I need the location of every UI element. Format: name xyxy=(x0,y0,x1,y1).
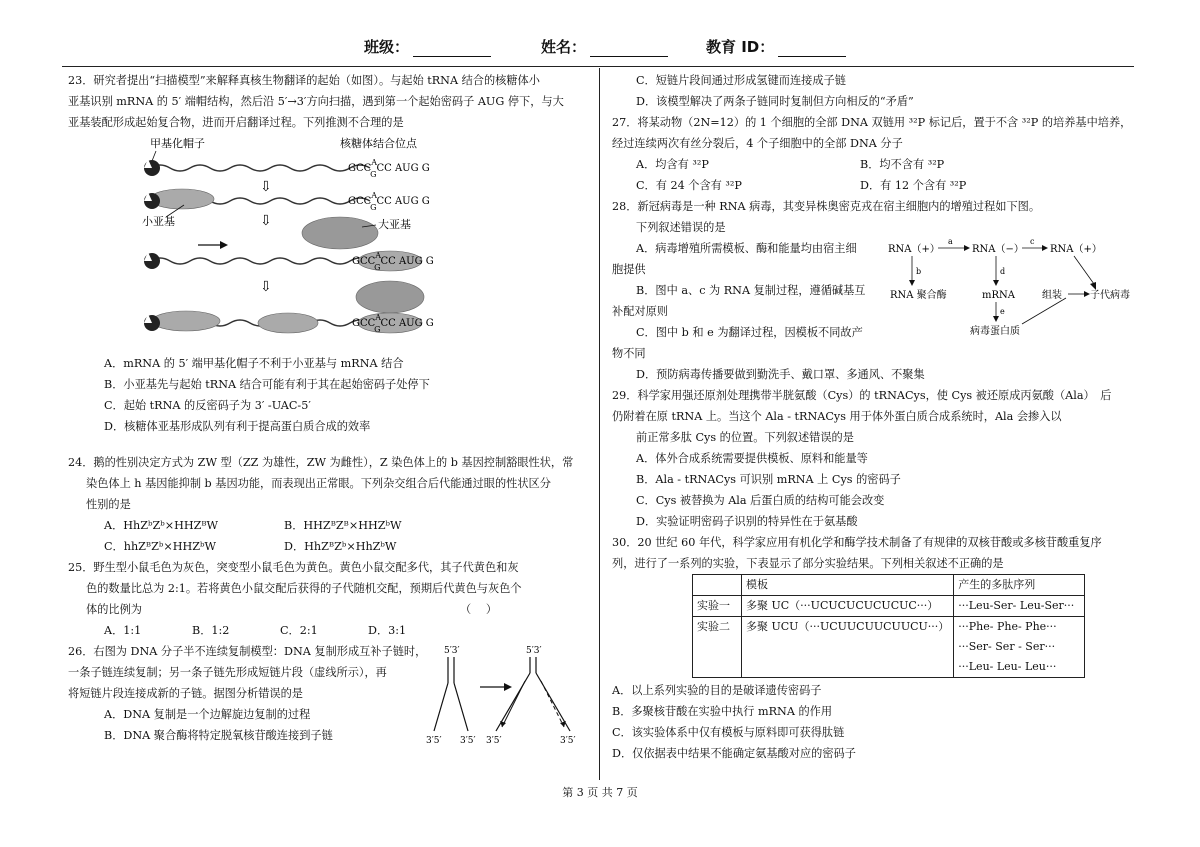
id-field: 教育 ID： xyxy=(706,36,846,57)
q29-option-a[interactable]: A．体外合成系统需要提供模板、原料和能量等 xyxy=(636,452,868,465)
question-25: 25．野生型小鼠毛色为灰色，突变型小鼠毛色为黄色。黄色小鼠交配多代，其子代黄色和灰 色的数量比总为 2:1。若将黄色小鼠交配后获得的子代随机交配，预期后代黄色与灰色个 体的比例为 （ ） A．1:1 B．1:2 C．2:1 D．3:1 xyxy=(86,557,591,641)
page-number: 第 3 页 共 7 页 xyxy=(562,786,638,799)
class-field: 班级： xyxy=(364,36,491,57)
q23-option-c[interactable]: C．起始 tRNA 的反密码子为 3′ -UAC-5′ xyxy=(104,399,311,412)
table-row: 实验二 多聚 UCU（···UCUUCUUCUUCU···） ···Phe- Phe- Phe··· ···Ser- Ser - Ser··· ···Leu- Leu- Leu··· xyxy=(693,617,1085,678)
scan-arrow-icon xyxy=(220,241,228,249)
q25-option-d[interactable]: D．3:1 xyxy=(368,624,407,637)
q24-option-c[interactable]: C．hhZᴮZᵇ×HHZᵇW xyxy=(104,540,216,553)
page-header xyxy=(0,36,1200,58)
svg-text:5′3′: 5′3′ xyxy=(526,646,542,656)
svg-text:5′3′: 5′3′ xyxy=(444,646,460,656)
question-27: 27．将某动物（2N=12）的 1 个细胞的全部 DNA 双链用 ³²P 标记后，置于不含 ³²P 的培养基中培养， 经过连续两次有丝分裂后，4 个子细胞中的全部 DNA 分子 A．均含有 ³²P B．均不含有 ³²P C．有 24 个含有 ³²P D．有 12 个含有 ³²P xyxy=(612,112,1134,196)
large-subunit-shape xyxy=(302,217,378,249)
arrow-right-icon xyxy=(504,683,512,691)
q26-option-d[interactable]: D．该模型解决了两条子链同时复制但方向相反的“矛盾” xyxy=(636,95,914,108)
svg-text:RNA（+）: RNA（+） xyxy=(1050,244,1102,255)
svg-text:3′5′: 3′5′ xyxy=(426,736,442,746)
virus-replication-diagram xyxy=(884,234,1144,338)
question-29: 29．科学家用强还原剂处理携带半胱氨酸（Cys）的 tRNACys，使 Cys 被还原成丙氨酸（Ala） 后 仍附着在原 tRNA 上。当这个 Ala - tRNACys 用于体外蛋白质合成系统时，Ala 会掺入以 前正常多肽 Cys 的位置。下列叙述错误的是 A．体外合成系统需要提供模板、原料和能量等 B．Ala - tRNACys 可识别 mRNA 上 Cys 的密码子 C．Cys 被替换为 Ala 后蛋白质的结构可能会改变 D．实验证明密码子识别的特异性在于氨基酸 xyxy=(612,385,1134,532)
small-subunit-label: 小亚基 xyxy=(142,215,175,228)
header-rule xyxy=(62,66,1134,67)
q27-option-a[interactable]: A．均含有 ³²P xyxy=(636,158,709,171)
q29-option-c[interactable]: C．Cys 被替换为 Ala 后蛋白质的结构可能会改变 xyxy=(636,494,885,507)
question-30: 30．20 世纪 60 年代，科学家应用有机化学和酶学技术制备了有规律的双核苷酸或多核苷酸重复序 列，进行了一系列的实验，下表显示了部分实验结果。下列相关叙述不正确的是 模板 产生的多肽序列 实验一 多聚 UC（···UCUCUCUCUCUC···） ···Leu-Ser- Leu-Ser··· 实验二 多聚 UCU（···UCUUCUUCUUCU···） ···Phe- Phe- Phe··· ···Ser- Ser - Ser··· ···Leu- Leu- Leu··· A．以上系列实验的目的是破译遗传密码子 B．多聚核苷酸在实验中执行 mRNA 的作用 C．该实验体系中仅有模板与原料即可获得肽链 D．仅依据表中结果不能确定氨基酸对应的密码子 xyxy=(612,532,1134,764)
svg-text:RNA（+）: RNA（+） xyxy=(888,244,940,255)
svg-text:b: b xyxy=(916,267,922,276)
q27-option-b[interactable]: B．均不含有 ³²P xyxy=(860,158,945,171)
svg-text:d: d xyxy=(1000,267,1006,276)
q30-stem: 30．20 世纪 60 年代，科学家应用有机化学和酶学技术制备了有规律的双核苷酸或多核苷酸重复序 xyxy=(612,536,1102,549)
q28-option-a[interactable]: A．病毒增殖所需模板、酶和能量均由宿主细 xyxy=(636,242,857,255)
right-column xyxy=(612,70,1134,764)
q23-option-a[interactable]: A．mRNA 的 5′ 端甲基化帽子不利于小亚基与 mRNA 结合 xyxy=(104,357,404,370)
svg-text:3′5′: 3′5′ xyxy=(486,736,502,746)
q24-option-b[interactable]: B．HHZᴮZᴮ×HHZᵇW xyxy=(284,519,402,532)
svg-text:GCCAGCC AUG G: $GCC^A$ GCC AUG G xyxy=(352,251,434,272)
svg-text:⇩: ⇩ xyxy=(260,213,272,229)
q30-option-d[interactable]: D．仅依据表中结果不能确定氨基酸对应的密码子 xyxy=(612,747,856,760)
fig-cap-label: 甲基化帽子 xyxy=(150,137,205,150)
table-row: 实验一 多聚 UC（···UCUCUCUCUCUC···） ···Leu-Ser- Leu-Ser··· xyxy=(693,596,1085,617)
class-blank[interactable] xyxy=(413,40,491,57)
fig-site-label: 核糖体结合位点 xyxy=(340,137,417,150)
answer-paren[interactable]: （ ） xyxy=(459,603,498,616)
left-column xyxy=(68,70,591,746)
svg-text:GCCAGCC AUG G: $GCC^A$ GCC AUG G xyxy=(348,191,430,212)
q23-option-b[interactable]: B．小亚基先与起始 tRNA 结合可能有利于其在起始密码子处停下 xyxy=(104,378,430,391)
q26-option-c[interactable]: C．短链片段间通过形成氢键而连接成子链 xyxy=(636,74,846,87)
q24-option-d[interactable]: D．HhZᴮZᵇ×HhZᵇW xyxy=(284,540,397,553)
q26-option-b[interactable]: B．DNA 聚合酶将特定脱氧核苷酸连接到子链 xyxy=(104,729,333,742)
question-26: 26．右图为 DNA 分子半不连续复制模型：DNA 复制形成互补子链时， 一条子链连续复制；另一条子链先形成短链片段（虚线所示），再 将短链片段连接成新的子链。据图分析错误的是 A．DNA 复制是一个边解旋边复制的过程 B．DNA 聚合酶将特定脱氧核苷酸连接到子链 5′3′ 3′5′ 3′5′ 5′3′ 3′5′ 3′5′ xyxy=(86,641,591,746)
q28-stem: 28．新冠病毒是一种 RNA 病毒，其变异株奥密克戎在宿主细胞内的增殖过程如下图。 xyxy=(612,200,1041,213)
down-arrow-icon: ⇩ xyxy=(260,179,272,195)
column-divider xyxy=(599,68,600,780)
q25-option-a[interactable]: A．1:1 xyxy=(104,624,142,637)
q23-option-d[interactable]: D．核糖体亚基形成队列有利于提高蛋白质合成的效率 xyxy=(104,420,371,433)
q28-option-c[interactable]: C．图中 b 和 e 为翻译过程，因模板不同故产 xyxy=(636,326,863,339)
svg-text:c: c xyxy=(1030,237,1035,246)
fig-seq-row1: $GCC^A$ GCC AUG G xyxy=(348,158,430,179)
id-blank[interactable] xyxy=(778,40,846,57)
name-blank[interactable] xyxy=(590,40,668,57)
q30-option-b[interactable]: B．多聚核苷酸在实验中执行 mRNA 的作用 xyxy=(612,705,833,718)
q25-option-b[interactable]: B．1:2 xyxy=(192,624,230,637)
q27-option-c[interactable]: C．有 24 个含有 ³²P xyxy=(636,179,742,192)
question-28: 28．新冠病毒是一种 RNA 病毒，其变异株奥密克戎在宿主细胞内的增殖过程如下图。 下列叙述错误的是 A．病毒增殖所需模板、酶和能量均由宿主细 胞提供 B．图中 a、c 为 RNA 复制过程，遵循碱基互 补配对原则 C．图中 b 和 e 为翻译过程，因模板不同故产 物不同 D．预防病毒传播要做到勤洗手、戴口罩、多通风、不聚集 RNA（+） a RNA（−） c RNA（+） b RNA 聚合酶 d mRNA e 病毒蛋白质 组装 子代病毒 xyxy=(612,196,1134,385)
question-23: 23．研究者提出“扫描模型”来解释真核生物翻译的起始（如图）。与起始 tRNA 结合的核糖体小 亚基识别 mRNA 的 5′ 端帽结构，然后沿 5′→3′方向扫描，遇到第一个起始密码子 AUG 停下，与大 亚基装配形成起始复合物，进而开启翻译过程。下列推测不合理的是 甲基化帽子 核糖体结合位点 $GCC^A$ GCC AUG G ⇩ $GCC^A$ GCC AUG G 小亚基 ⇩ 大亚基 $GCC^A$ GCC AUG G ⇩ $GCC^A$ GCC AUG G A．mRNA 的 5′ 端甲基化帽子不利于小亚基与 mRNA 结合 B．小亚基先与起始 tRNA 结合可能有利于其在起始密码子处停下 C．起始 tRNA 的反密码子为 3′ -UAC-5′ D．核糖体亚基形成队列有利于提高蛋白质合成的效率 xyxy=(86,70,591,437)
q29-stem: 29．科学家用强还原剂处理携带半胱氨酸（Cys）的 tRNACys，使 Cys 被还原成丙氨酸（Ala） 后 xyxy=(612,389,1112,402)
scanning-model-figure xyxy=(140,135,460,347)
dna-replication-figure xyxy=(424,643,594,747)
name-field: 姓名： xyxy=(541,36,668,57)
svg-text:组装: 组装 xyxy=(1042,290,1062,301)
q25-option-c[interactable]: C．2:1 xyxy=(280,624,318,637)
q26-stem: 26．右图为 DNA 分子半不连续复制模型：DNA 复制形成互补子链时， xyxy=(68,645,427,658)
question-24: 24．鹅的性别决定方式为 ZW 型（ZZ 为雄性，ZW 为雌性），Z 染色体上的 b 基因控制豁眼性状，常 染色体上 h 基因能抑制 b 基因功能，而表现出正常眼。下列杂交组合后代能通过眼的性状区分 性别的是 A．HhZᵇZᵇ×HHZᴮW B．HHZᴮZᴮ×HHZᵇW C．hhZᴮZᵇ×HHZᵇW D．HhZᴮZᵇ×HhZᵇW xyxy=(86,452,591,557)
svg-text:子代病毒: 子代病毒 xyxy=(1090,290,1130,301)
q27-stem: 27．将某动物（2N=12）的 1 个细胞的全部 DNA 双链用 ³²P 标记后，置于不含 ³²P 的培养基中培养， xyxy=(612,116,1132,129)
svg-text:a: a xyxy=(948,237,953,246)
q30-option-a[interactable]: A．以上系列实验的目的是破译遗传密码子 xyxy=(612,684,822,697)
q24-option-a[interactable]: A．HhZᵇZᵇ×HHZᴮW xyxy=(104,519,219,532)
q29-option-b[interactable]: B．Ala - tRNACys 可识别 mRNA 上 Cys 的密码子 xyxy=(636,473,901,486)
svg-text:RNA（−）: RNA（−） xyxy=(972,244,1024,255)
q24-stem: 24．鹅的性别决定方式为 ZW 型（ZZ 为雄性，ZW 为雌性），Z 染色体上的 b 基因控制豁眼性状，常 xyxy=(68,456,574,469)
q23-stem: 23．研究者提出“扫描模型”来解释真核生物翻译的起始（如图）。与起始 tRNA 结合的核糖体小 xyxy=(68,74,540,87)
table-header-row: 模板 产生的多肽序列 xyxy=(693,575,1085,596)
experiment-table xyxy=(692,574,1085,678)
large-subunit-label: 大亚基 xyxy=(378,218,411,231)
q30-option-c[interactable]: C．该实验体系中仅有模板与原料即可获得肽链 xyxy=(612,726,845,739)
svg-text:mRNA: mRNA xyxy=(982,290,1015,301)
svg-text:⇩: ⇩ xyxy=(260,279,272,295)
svg-text:病毒蛋白质: 病毒蛋白质 xyxy=(970,326,1020,337)
svg-text:3′5′: 3′5′ xyxy=(460,736,476,746)
svg-text:3′5′: 3′5′ xyxy=(560,736,576,746)
q26-option-a[interactable]: A．DNA 复制是一个边解旋边复制的过程 xyxy=(104,708,311,721)
q28-option-b[interactable]: B．图中 a、c 为 RNA 复制过程，遵循碱基互 xyxy=(636,284,866,297)
q29-option-d[interactable]: D．实验证明密码子识别的特异性在于氨基酸 xyxy=(636,515,858,528)
q28-option-d[interactable]: D．预防病毒传播要做到勤洗手、戴口罩、多通风、不聚集 xyxy=(636,368,925,381)
svg-text:e: e xyxy=(1000,307,1005,316)
svg-text:GCCAGCC AUG G: $GCC^A$ GCC AUG G xyxy=(352,313,434,334)
q27-option-d[interactable]: D．有 12 个含有 ³²P xyxy=(860,179,967,192)
q25-stem: 25．野生型小鼠毛色为灰色，突变型小鼠毛色为黄色。黄色小鼠交配多代，其子代黄色和灰 xyxy=(68,561,519,574)
svg-text:RNA 聚合酶: RNA 聚合酶 xyxy=(890,290,947,301)
